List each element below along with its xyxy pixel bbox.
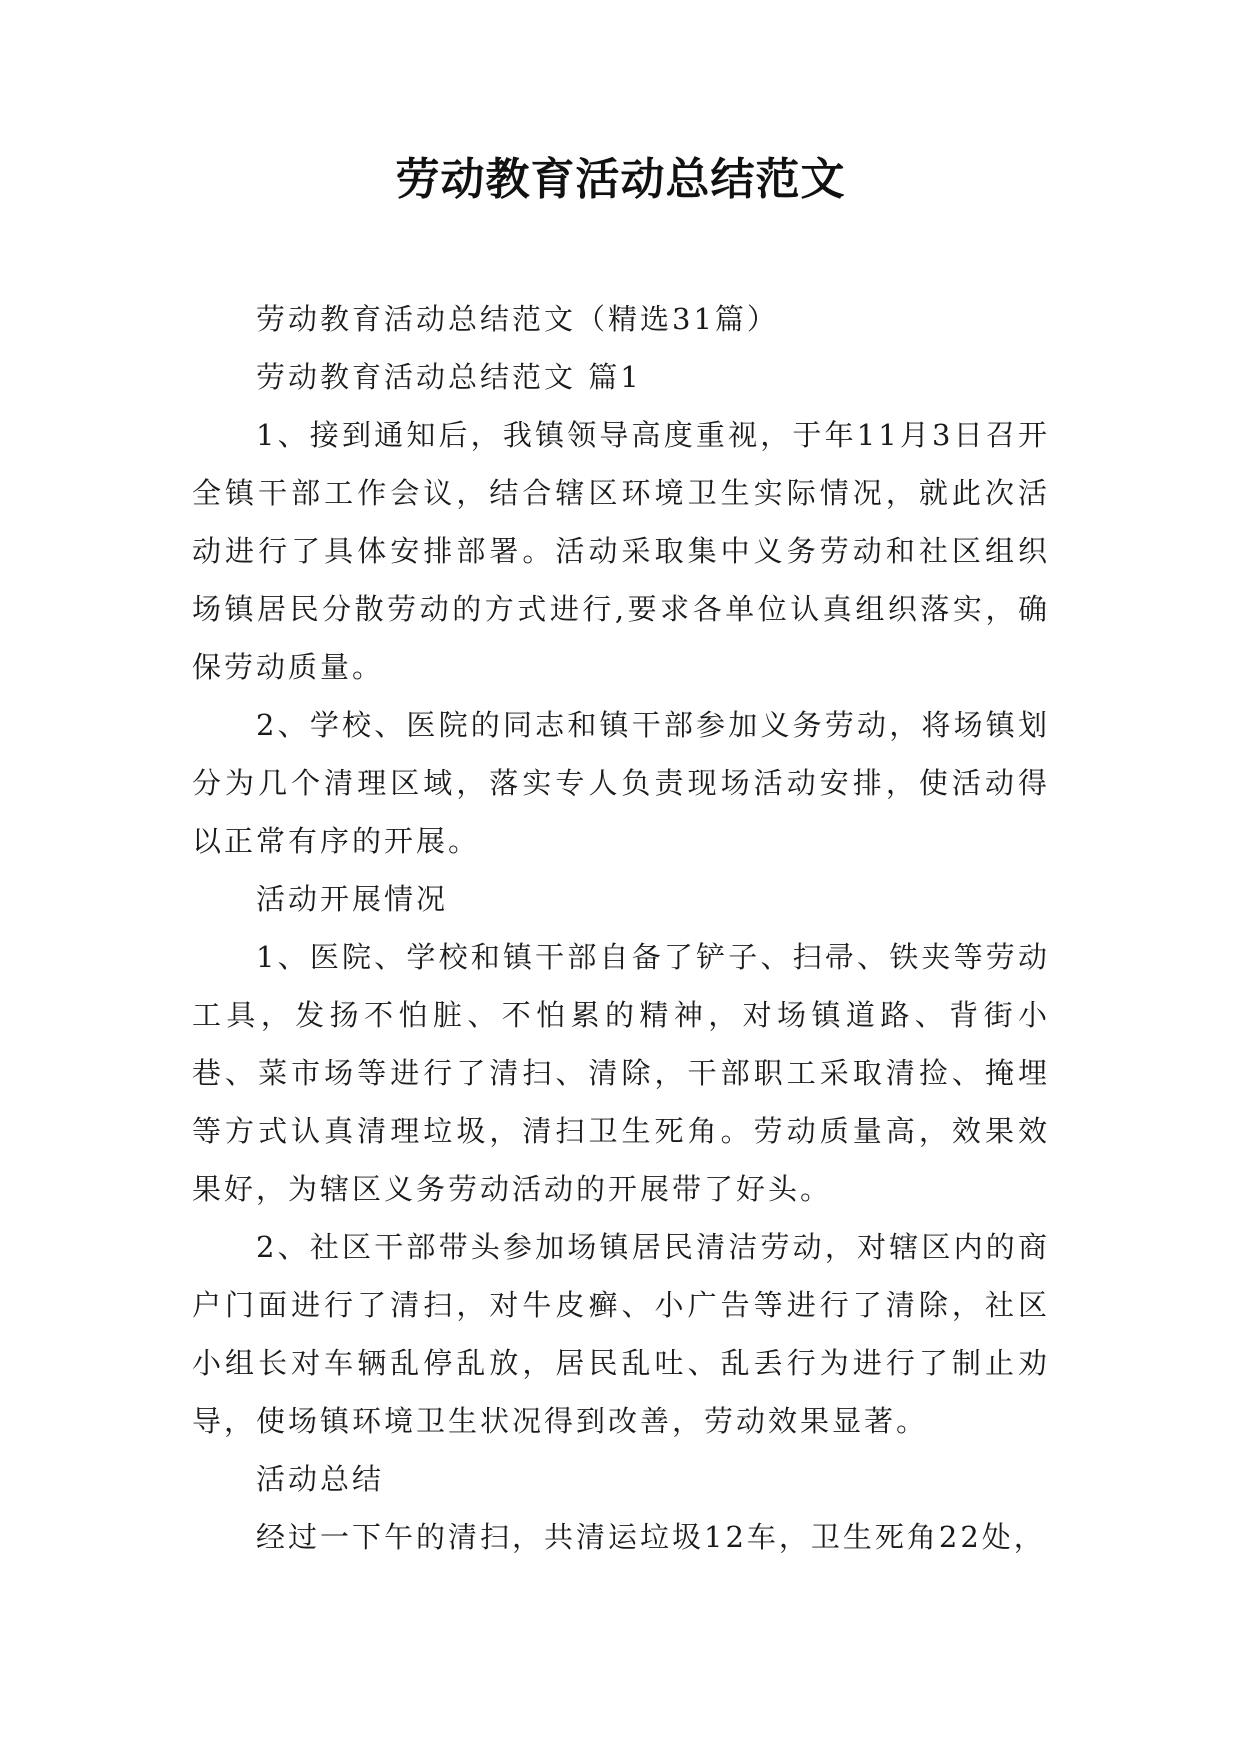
body-paragraph: 2、社区干部带头参加场镇居民清洁劳动，对辖区内的商户门面进行了清扫，对牛皮癣、小广告等进行了清除，社区小组长对车辆乱停乱放，居民乱吐、乱丢行为进行了制止劝导，使场镇环境卫生状况得到改善，劳动效果显著。 <box>192 1230 1050 1438</box>
section-heading: 劳动教育活动总结范文 篇1 <box>256 360 642 394</box>
document-title: 劳动教育活动总结范文 <box>395 154 846 205</box>
body-paragraph: 2、学校、医院的同志和镇干部参加义务劳动，将场镇划分为几个清理区域，落实专人负责现场活动安排，使活动得以正常有序的开展。 <box>192 708 1050 858</box>
section-heading: 活动开展情况 <box>256 882 449 916</box>
body-paragraph: 1、医院、学校和镇干部自备了铲子、扫帚、铁夹等劳动工具，发扬不怕脏、不怕累的精神，对场镇道路、背街小巷、菜市场等进行了清扫、清除，干部职工采取清捡、掩埋等方式认真清理垃圾，清扫卫生死角。劳动质量高，效果效果好，为辖区义务劳动活动的开展带了好头。 <box>192 940 1050 1206</box>
document-body <box>192 290 1050 1566</box>
body-paragraph: 1、接到通知后，我镇领导高度重视，于年11月3日召开全镇干部工作会议，结合辖区环境卫生实际情况，就此次活动进行了具体安排部署。活动采取集中义务劳动和社区组织场镇居民分散劳动的方式进行,要求各单位认真组织落实，确保劳动质量。 <box>192 418 1050 684</box>
subtitle-paragraph: 劳动教育活动总结范文（精选31篇） <box>256 302 779 336</box>
section-heading: 活动总结 <box>256 1462 385 1496</box>
body-paragraph: 经过一下午的清扫，共清运垃圾12车，卫生死角22处， <box>256 1520 1046 1554</box>
